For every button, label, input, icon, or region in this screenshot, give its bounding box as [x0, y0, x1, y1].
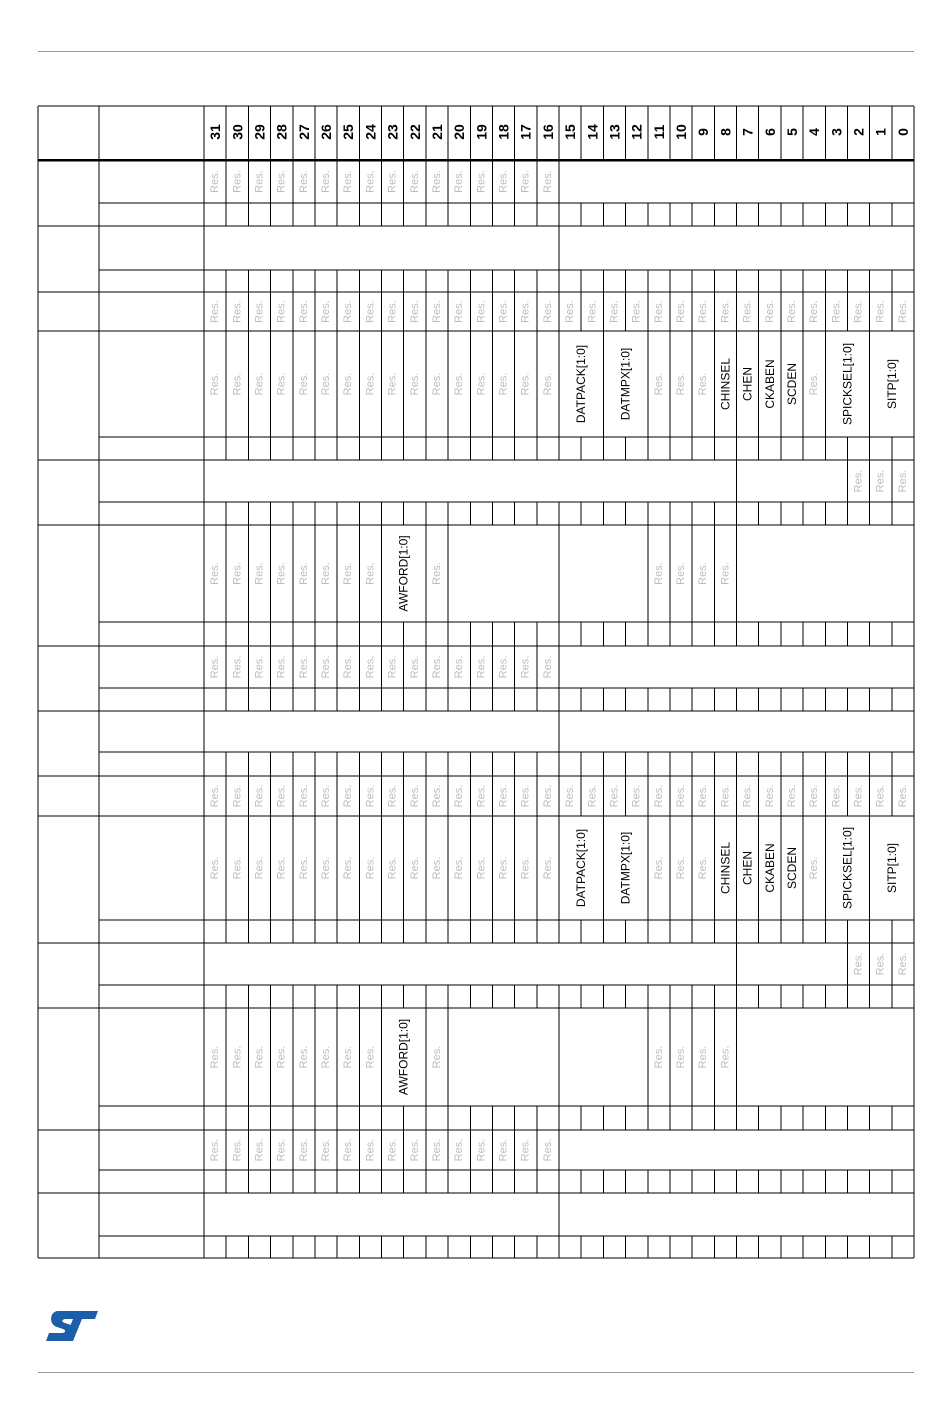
reserved-bit: Res. [541, 170, 554, 193]
reserved-bit: Res. [497, 856, 510, 880]
bit-number-29: 29 [251, 124, 268, 140]
reserved-bit: Res. [320, 1138, 333, 1162]
reserved-bit: Res. [519, 655, 532, 679]
reserved-bit: Res. [275, 170, 288, 193]
reserved-bit: Res. [408, 170, 421, 193]
reserved-bit: Res. [497, 1138, 510, 1162]
reserved-bit: Res. [364, 784, 377, 808]
bit-number-4: 4 [806, 128, 823, 136]
reserved-bit: Res. [275, 1138, 288, 1162]
bit-number-0: 0 [894, 128, 911, 136]
reserved-bit: Res. [231, 856, 244, 880]
reserved-bit: Res. [453, 372, 466, 396]
reserved-bit: Res. [253, 562, 266, 585]
field-label: CHINSEL [718, 841, 733, 895]
reserved-bit: Res. [652, 1045, 665, 1069]
bit-number-15: 15 [562, 124, 579, 140]
reserved-bit: Res. [231, 300, 244, 323]
reserved-bit: Res. [320, 655, 333, 679]
field-label: CKABEN [762, 359, 777, 409]
bit-number-27: 27 [295, 124, 312, 140]
reserved-bit: Res. [209, 1138, 222, 1162]
reserved-bit: Res. [297, 1138, 310, 1162]
reserved-bit: Res. [475, 1138, 488, 1162]
reserved-bit: Res. [320, 300, 333, 323]
reserved-bit: Res. [719, 784, 732, 808]
reserved-bit: Res. [386, 655, 399, 679]
reserved-bit: Res. [320, 1045, 333, 1069]
reserved-bit: Res. [564, 784, 577, 808]
reserved-bit: Res. [453, 300, 466, 323]
reserved-bit: Res. [430, 1138, 443, 1162]
reserved-bit: Res. [209, 856, 222, 880]
field-label: DATMPX[1:0] [618, 831, 633, 905]
reserved-bit: Res. [852, 300, 865, 323]
reserved-bit: Res. [741, 300, 754, 323]
reserved-bit: Res. [430, 300, 443, 323]
reserved-bit: Res. [675, 372, 688, 396]
reserved-bit: Res. [231, 1138, 244, 1162]
reserved-bit: Res. [475, 655, 488, 679]
reserved-bit: Res. [453, 1138, 466, 1162]
reserved-bit: Res. [697, 372, 710, 396]
reserved-bit: Res. [675, 1045, 688, 1069]
field-label: SITP[1:0] [884, 842, 899, 894]
reserved-bit: Res. [497, 300, 510, 323]
reserved-bit: Res. [408, 1138, 421, 1162]
bit-number-28: 28 [273, 124, 290, 140]
reserved-bit: Res. [297, 372, 310, 396]
reserved-bit: Res. [342, 1138, 355, 1162]
reserved-bit: Res. [808, 856, 821, 880]
reserved-bit: Res. [874, 300, 887, 323]
reserved-bit: Res. [231, 372, 244, 396]
reserved-bit: Res. [364, 655, 377, 679]
reserved-bit: Res. [697, 856, 710, 880]
reserved-bit: Res. [630, 300, 643, 323]
reserved-bit: Res. [364, 562, 377, 585]
reserved-bit: Res. [386, 170, 399, 193]
reserved-bit: Res. [874, 952, 887, 976]
reserved-bit: Res. [253, 1045, 266, 1069]
bit-number-10: 10 [673, 124, 690, 140]
reserved-bit: Res. [408, 372, 421, 396]
reserved-bit: Res. [320, 856, 333, 880]
reserved-bit: Res. [697, 784, 710, 808]
reserved-bit: Res. [209, 300, 222, 323]
field-label: SCDEN [784, 362, 799, 406]
field-label: DATPACK[1:0] [574, 344, 589, 424]
reserved-bit: Res. [652, 562, 665, 585]
reserved-bit: Res. [342, 784, 355, 808]
reserved-bit: Res. [231, 1045, 244, 1069]
reserved-bit: Res. [785, 784, 798, 808]
reserved-bit: Res. [386, 1138, 399, 1162]
bit-number-7: 7 [739, 128, 756, 136]
bit-number-23: 23 [384, 124, 401, 140]
reserved-bit: Res. [320, 170, 333, 193]
bit-number-22: 22 [406, 124, 423, 140]
reserved-bit: Res. [364, 300, 377, 323]
reserved-bit: Res. [275, 372, 288, 396]
reserved-bit: Res. [830, 784, 843, 808]
reserved-bit: Res. [586, 784, 599, 808]
reserved-bit: Res. [896, 300, 909, 323]
reserved-bit: Res. [519, 1138, 532, 1162]
reserved-bit: Res. [763, 300, 776, 323]
reserved-bit: Res. [342, 170, 355, 193]
reserved-bit: Res. [564, 300, 577, 323]
reserved-bit: Res. [697, 1045, 710, 1069]
reserved-bit: Res. [275, 856, 288, 880]
reserved-bit: Res. [275, 562, 288, 585]
reserved-bit: Res. [519, 372, 532, 396]
reserved-bit: Res. [275, 1045, 288, 1069]
reserved-bit: Res. [297, 562, 310, 585]
reserved-bit: Res. [630, 784, 643, 808]
field-label: DATPACK[1:0] [574, 828, 589, 908]
reserved-bit: Res. [453, 655, 466, 679]
reserved-bit: Res. [852, 469, 865, 493]
reserved-bit: Res. [896, 469, 909, 493]
reserved-bit: Res. [430, 1045, 443, 1069]
reserved-bit: Res. [453, 170, 466, 193]
reserved-bit: Res. [430, 784, 443, 808]
reserved-bit: Res. [342, 1045, 355, 1069]
reserved-bit: Res. [275, 784, 288, 808]
bit-number-20: 20 [451, 124, 468, 140]
reserved-bit: Res. [763, 784, 776, 808]
reserved-bit: Res. [497, 655, 510, 679]
reserved-bit: Res. [519, 300, 532, 323]
reserved-bit: Res. [741, 784, 754, 808]
field-label: SITP[1:0] [884, 358, 899, 410]
reserved-bit: Res. [874, 784, 887, 808]
reserved-bit: Res. [497, 784, 510, 808]
field-label: CHINSEL [718, 357, 733, 411]
reserved-bit: Res. [297, 300, 310, 323]
bit-number-14: 14 [584, 124, 601, 140]
reserved-bit: Res. [852, 952, 865, 976]
reserved-bit: Res. [408, 784, 421, 808]
reserved-bit: Res. [475, 856, 488, 880]
reserved-bit: Res. [874, 469, 887, 493]
reserved-bit: Res. [320, 562, 333, 585]
reserved-bit: Res. [675, 562, 688, 585]
reserved-bit: Res. [830, 300, 843, 323]
reserved-bit: Res. [475, 372, 488, 396]
reserved-bit: Res. [697, 300, 710, 323]
reserved-bit: Res. [408, 655, 421, 679]
reserved-bit: Res. [408, 300, 421, 323]
bit-number-2: 2 [850, 128, 867, 136]
reserved-bit: Res. [408, 856, 421, 880]
reserved-bit: Res. [675, 300, 688, 323]
reserved-bit: Res. [231, 562, 244, 585]
reserved-bit: Res. [342, 300, 355, 323]
bit-number-30: 30 [229, 124, 246, 140]
bit-number-3: 3 [828, 128, 845, 136]
reserved-bit: Res. [808, 372, 821, 396]
field-label: AWFORD[1:0] [396, 535, 411, 612]
reserved-bit: Res. [253, 856, 266, 880]
reserved-bit: Res. [519, 170, 532, 193]
reserved-bit: Res. [275, 300, 288, 323]
reserved-bit: Res. [541, 856, 554, 880]
reserved-bit: Res. [342, 372, 355, 396]
reserved-bit: Res. [541, 655, 554, 679]
reserved-bit: Res. [675, 784, 688, 808]
reserved-bit: Res. [719, 562, 732, 585]
reserved-bit: Res. [386, 300, 399, 323]
bit-number-5: 5 [783, 128, 800, 136]
reserved-bit: Res. [209, 1045, 222, 1069]
reserved-bit: Res. [430, 170, 443, 193]
reserved-bit: Res. [209, 372, 222, 396]
reserved-bit: Res. [209, 170, 222, 193]
reserved-bit: Res. [541, 300, 554, 323]
reserved-bit: Res. [652, 300, 665, 323]
reserved-bit: Res. [430, 655, 443, 679]
reserved-bit: Res. [608, 784, 621, 808]
bit-number-11: 11 [650, 124, 667, 140]
reserved-bit: Res. [652, 372, 665, 396]
reserved-bit: Res. [297, 655, 310, 679]
reserved-bit: Res. [297, 856, 310, 880]
bit-number-16: 16 [539, 124, 556, 140]
reserved-bit: Res. [719, 1045, 732, 1069]
reserved-bit: Res. [430, 372, 443, 396]
bit-number-8: 8 [717, 128, 734, 136]
reserved-bit: Res. [253, 300, 266, 323]
reserved-bit: Res. [342, 562, 355, 585]
reserved-bit: Res. [364, 372, 377, 396]
reserved-bit: Res. [652, 856, 665, 880]
reserved-bit: Res. [364, 1045, 377, 1069]
reserved-bit: Res. [541, 1138, 554, 1162]
reserved-bit: Res. [519, 856, 532, 880]
reserved-bit: Res. [808, 300, 821, 323]
reserved-bit: Res. [808, 784, 821, 808]
reserved-bit: Res. [386, 784, 399, 808]
reserved-bit: Res. [697, 562, 710, 585]
bit-number-18: 18 [495, 124, 512, 140]
bit-number-26: 26 [318, 124, 335, 140]
reserved-bit: Res. [231, 784, 244, 808]
field-label: SPICKSEL[1:0] [840, 826, 855, 910]
reserved-bit: Res. [453, 856, 466, 880]
bit-number-31: 31 [207, 124, 224, 140]
reserved-bit: Res. [608, 300, 621, 323]
bit-number-24: 24 [362, 124, 379, 140]
bit-number-25: 25 [340, 124, 357, 140]
reserved-bit: Res. [297, 1045, 310, 1069]
reserved-bit: Res. [430, 562, 443, 585]
reserved-bit: Res. [253, 655, 266, 679]
reserved-bit: Res. [209, 562, 222, 585]
field-label: CHEN [740, 366, 755, 402]
reserved-bit: Res. [253, 1138, 266, 1162]
reserved-bit: Res. [342, 856, 355, 880]
field-label: CKABEN [762, 843, 777, 893]
bit-number-21: 21 [428, 124, 445, 140]
reserved-bit: Res. [896, 952, 909, 976]
reserved-bit: Res. [519, 784, 532, 808]
reserved-bit: Res. [320, 372, 333, 396]
field-label: SCDEN [784, 846, 799, 890]
bit-number-9: 9 [695, 128, 712, 136]
bit-number-12: 12 [628, 124, 645, 140]
field-label: CHEN [740, 850, 755, 886]
reserved-bit: Res. [253, 372, 266, 396]
reserved-bit: Res. [297, 784, 310, 808]
reserved-bit: Res. [275, 655, 288, 679]
reserved-bit: Res. [386, 856, 399, 880]
reserved-bit: Res. [386, 372, 399, 396]
reserved-bit: Res. [297, 170, 310, 193]
reserved-bit: Res. [497, 372, 510, 396]
reserved-bit: Res. [364, 856, 377, 880]
field-label: SPICKSEL[1:0] [840, 342, 855, 426]
reserved-bit: Res. [475, 300, 488, 323]
reserved-bit: Res. [342, 655, 355, 679]
reserved-bit: Res. [320, 784, 333, 808]
bit-number-13: 13 [606, 124, 623, 140]
reserved-bit: Res. [852, 784, 865, 808]
st-logo [44, 1308, 100, 1344]
bit-number-1: 1 [872, 128, 889, 136]
reserved-bit: Res. [497, 170, 510, 193]
reserved-bit: Res. [586, 300, 599, 323]
reserved-bit: Res. [475, 170, 488, 193]
bit-number-6: 6 [761, 128, 778, 136]
field-label: AWFORD[1:0] [396, 1018, 411, 1096]
reserved-bit: Res. [253, 784, 266, 808]
bit-number-19: 19 [473, 124, 490, 140]
field-label: DATMPX[1:0] [618, 347, 633, 421]
bit-number-17: 17 [517, 124, 534, 140]
reserved-bit: Res. [209, 655, 222, 679]
reserved-bit: Res. [675, 856, 688, 880]
reserved-bit: Res. [541, 784, 554, 808]
reserved-bit: Res. [719, 300, 732, 323]
reserved-bit: Res. [541, 372, 554, 396]
reserved-bit: Res. [231, 655, 244, 679]
reserved-bit: Res. [453, 784, 466, 808]
reserved-bit: Res. [475, 784, 488, 808]
reserved-bit: Res. [231, 170, 244, 193]
reserved-bit: Res. [896, 784, 909, 808]
reserved-bit: Res. [209, 784, 222, 808]
reserved-bit: Res. [430, 856, 443, 880]
reserved-bit: Res. [364, 1138, 377, 1162]
reserved-bit: Res. [785, 300, 798, 323]
reserved-bit: Res. [652, 784, 665, 808]
reserved-bit: Res. [364, 170, 377, 193]
reserved-bit: Res. [253, 170, 266, 193]
